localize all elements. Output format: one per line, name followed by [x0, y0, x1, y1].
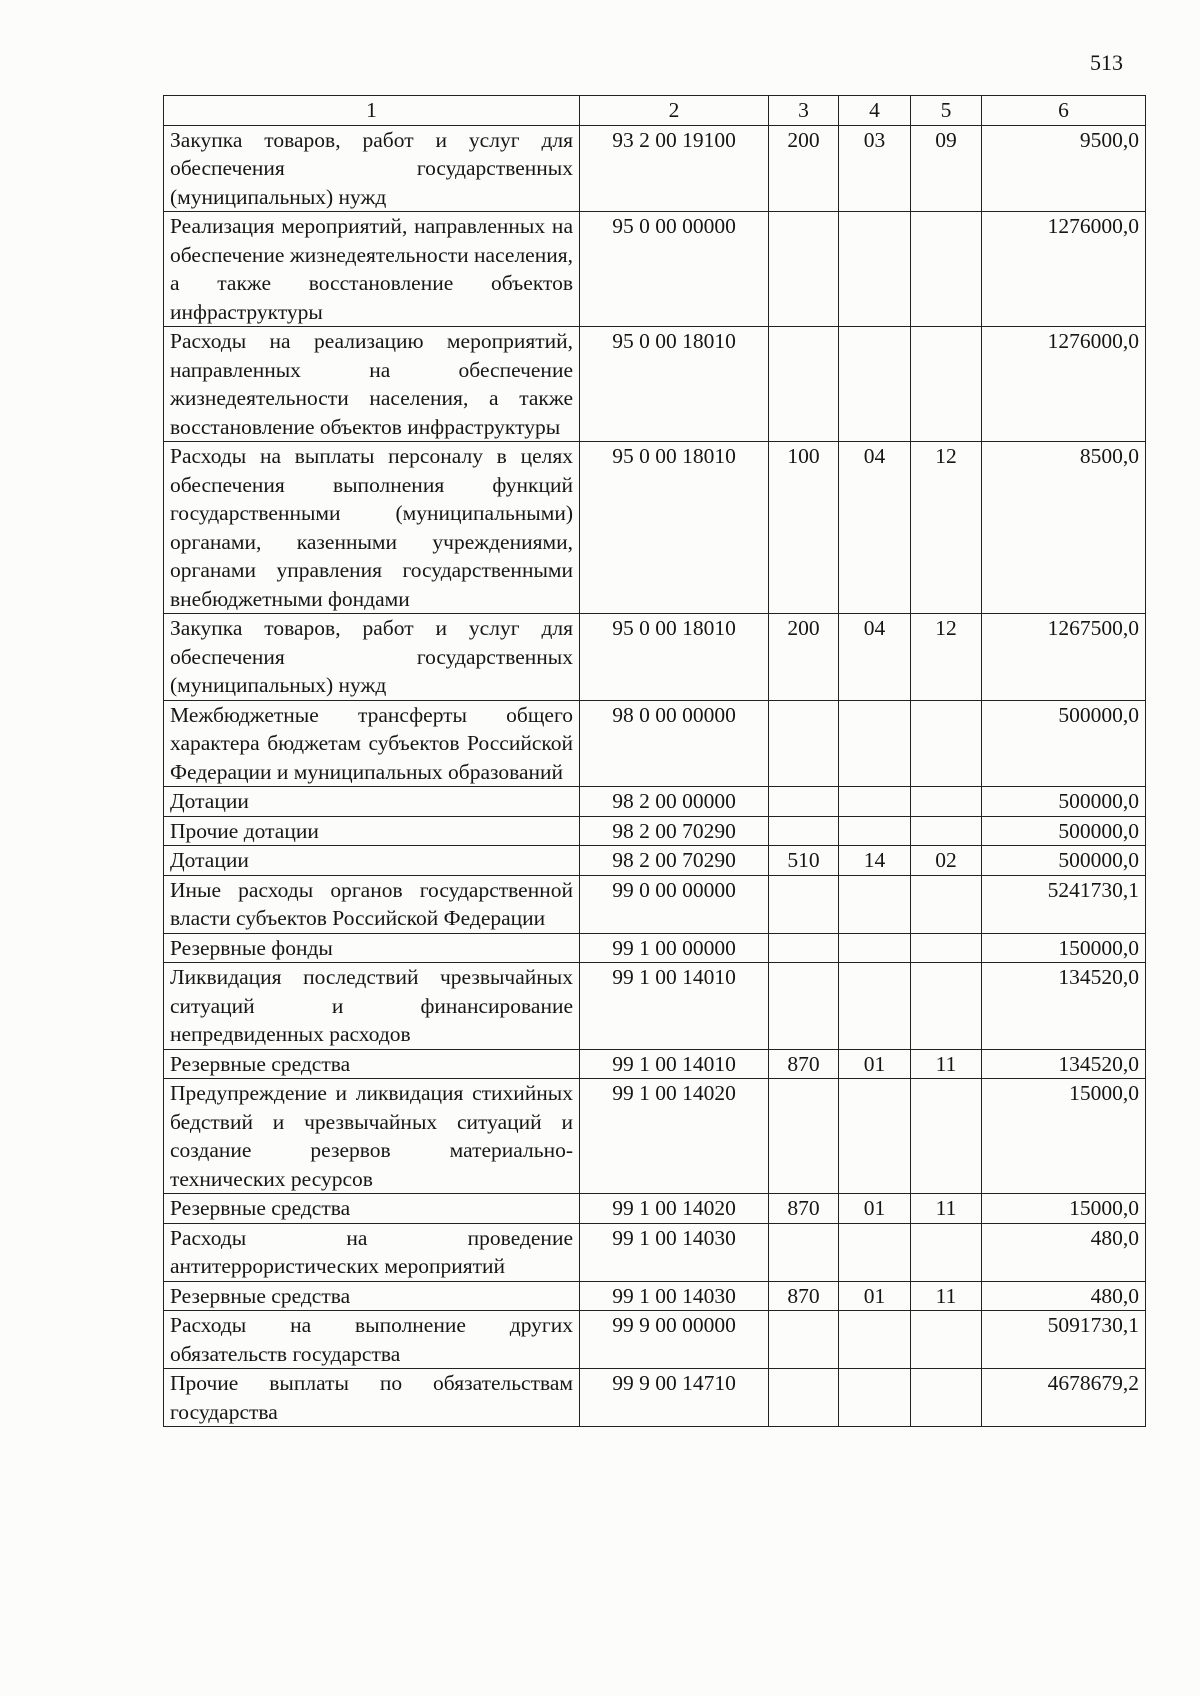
column-header-1: 1 [164, 96, 580, 126]
cell-subsection: 12 [911, 614, 982, 701]
cell-amount: 5091730,1 [982, 1311, 1146, 1369]
cell-expense-type [769, 875, 839, 933]
table-row [164, 933, 1146, 963]
cell-expense-type [769, 1311, 839, 1369]
cell-target-code: 99 0 00 00000 [580, 875, 769, 933]
column-header-3: 3 [769, 96, 839, 126]
cell-section [839, 327, 911, 442]
cell-subsection [911, 875, 982, 933]
cell-item-name: Резервные средства [164, 1194, 580, 1224]
cell-subsection [911, 933, 982, 963]
cell-target-code: 98 2 00 70290 [580, 816, 769, 846]
cell-amount: 1267500,0 [982, 614, 1146, 701]
table-row [164, 963, 1146, 1050]
table-row [164, 1281, 1146, 1311]
column-header-2: 2 [580, 96, 769, 126]
cell-subsection [911, 1079, 982, 1194]
cell-subsection [911, 700, 982, 787]
cell-target-code: 98 2 00 00000 [580, 787, 769, 817]
cell-amount: 500000,0 [982, 816, 1146, 846]
cell-expense-type: 510 [769, 846, 839, 876]
table-row [164, 614, 1146, 701]
table-row [164, 327, 1146, 442]
cell-target-code: 99 1 00 14030 [580, 1281, 769, 1311]
cell-item-name: Межбюджетные трансферты общего характера бюджетам субъектов Российской Федерации и муниципальных образований [164, 700, 580, 787]
cell-target-code: 99 1 00 14020 [580, 1079, 769, 1194]
cell-expense-type [769, 1369, 839, 1427]
cell-subsection: 09 [911, 125, 982, 212]
cell-expense-type [769, 816, 839, 846]
cell-item-name: Иные расходы органов государственной власти субъектов Российской Федерации [164, 875, 580, 933]
cell-expense-type: 870 [769, 1194, 839, 1224]
cell-target-code: 99 9 00 14710 [580, 1369, 769, 1427]
cell-subsection [911, 327, 982, 442]
cell-section [839, 212, 911, 327]
cell-target-code: 99 1 00 14010 [580, 1049, 769, 1079]
cell-amount: 500000,0 [982, 846, 1146, 876]
cell-section: 04 [839, 442, 911, 614]
column-header-5: 5 [911, 96, 982, 126]
table-row [164, 212, 1146, 327]
cell-expense-type [769, 787, 839, 817]
cell-amount: 1276000,0 [982, 327, 1146, 442]
table-row [164, 125, 1146, 212]
cell-section [839, 787, 911, 817]
cell-subsection [911, 816, 982, 846]
table-header [164, 96, 1146, 126]
cell-target-code: 99 1 00 14030 [580, 1223, 769, 1281]
cell-item-name: Расходы на выполнение других обязательств государства [164, 1311, 580, 1369]
page-number: 513 [1090, 50, 1123, 75]
column-header-6: 6 [982, 96, 1146, 126]
cell-section [839, 700, 911, 787]
cell-subsection [911, 787, 982, 817]
cell-section: 01 [839, 1049, 911, 1079]
cell-section [839, 1369, 911, 1427]
cell-amount: 480,0 [982, 1223, 1146, 1281]
table-row [164, 1223, 1146, 1281]
cell-subsection [911, 1311, 982, 1369]
cell-item-name: Закупка товаров, работ и услуг для обеспечения государственных (муниципальных) нужд [164, 125, 580, 212]
table-row [164, 442, 1146, 614]
cell-target-code: 98 0 00 00000 [580, 700, 769, 787]
cell-section: 14 [839, 846, 911, 876]
cell-expense-type: 100 [769, 442, 839, 614]
cell-target-code: 99 1 00 14020 [580, 1194, 769, 1224]
cell-item-name: Прочие выплаты по обязательствам государства [164, 1369, 580, 1427]
cell-subsection [911, 1223, 982, 1281]
cell-item-name: Закупка товаров, работ и услуг для обеспечения государственных (муниципальных) нужд [164, 614, 580, 701]
cell-section [839, 963, 911, 1050]
budget-table [163, 95, 1146, 1427]
cell-amount: 134520,0 [982, 963, 1146, 1050]
cell-expense-type: 870 [769, 1281, 839, 1311]
cell-section: 01 [839, 1194, 911, 1224]
cell-amount: 134520,0 [982, 1049, 1146, 1079]
cell-subsection [911, 212, 982, 327]
table-body [164, 125, 1146, 1427]
cell-expense-type [769, 933, 839, 963]
cell-amount: 1276000,0 [982, 212, 1146, 327]
table-row [164, 700, 1146, 787]
cell-item-name: Дотации [164, 846, 580, 876]
table-row [164, 875, 1146, 933]
cell-target-code: 95 0 00 18010 [580, 614, 769, 701]
cell-target-code: 93 2 00 19100 [580, 125, 769, 212]
cell-item-name: Резервные средства [164, 1281, 580, 1311]
cell-amount: 4678679,2 [982, 1369, 1146, 1427]
cell-section [839, 1223, 911, 1281]
cell-amount: 15000,0 [982, 1079, 1146, 1194]
cell-amount: 150000,0 [982, 933, 1146, 963]
cell-subsection [911, 963, 982, 1050]
cell-amount: 5241730,1 [982, 875, 1146, 933]
cell-item-name: Расходы на реализацию мероприятий, направленных на обеспечение жизнедеятельности населения, а также восстановление объектов инфраструктуры [164, 327, 580, 442]
cell-section [839, 816, 911, 846]
cell-item-name: Ликвидация последствий чрезвычайных ситуаций и финансирование непредвиденных расходов [164, 963, 580, 1050]
cell-expense-type: 200 [769, 125, 839, 212]
cell-expense-type [769, 1079, 839, 1194]
cell-amount: 15000,0 [982, 1194, 1146, 1224]
table-row [164, 846, 1146, 876]
cell-target-code: 95 0 00 00000 [580, 212, 769, 327]
cell-section [839, 1311, 911, 1369]
column-header-4: 4 [839, 96, 911, 126]
table-row [164, 816, 1146, 846]
cell-section [839, 933, 911, 963]
cell-target-code: 99 1 00 00000 [580, 933, 769, 963]
cell-target-code: 95 0 00 18010 [580, 327, 769, 442]
table-row [164, 1194, 1146, 1224]
cell-section [839, 1079, 911, 1194]
table-row [164, 1369, 1146, 1427]
table-row [164, 1049, 1146, 1079]
cell-section: 03 [839, 125, 911, 212]
cell-section [839, 875, 911, 933]
cell-subsection: 02 [911, 846, 982, 876]
table-row [164, 1079, 1146, 1194]
cell-expense-type [769, 327, 839, 442]
cell-item-name: Реализация мероприятий, направленных на обеспечение жизнедеятельности населения, а также восстановление объектов инфраструктуры [164, 212, 580, 327]
cell-target-code: 99 1 00 14010 [580, 963, 769, 1050]
cell-item-name: Расходы на выплаты персоналу в целях обеспечения выполнения функций государственными (муниципальными) органами, казенными учреждениями, органами управления государственными внебюджетными фондами [164, 442, 580, 614]
cell-amount: 9500,0 [982, 125, 1146, 212]
table-row [164, 787, 1146, 817]
cell-subsection: 12 [911, 442, 982, 614]
cell-amount: 500000,0 [982, 787, 1146, 817]
cell-item-name: Резервные фонды [164, 933, 580, 963]
cell-item-name: Прочие дотации [164, 816, 580, 846]
cell-section: 01 [839, 1281, 911, 1311]
cell-target-code: 98 2 00 70290 [580, 846, 769, 876]
cell-expense-type [769, 212, 839, 327]
cell-item-name: Предупреждение и ликвидация стихийных бедствий и чрезвычайных ситуаций и создание резервов материально-технических ресурсов [164, 1079, 580, 1194]
cell-amount: 480,0 [982, 1281, 1146, 1311]
cell-target-code: 99 9 00 00000 [580, 1311, 769, 1369]
cell-expense-type: 200 [769, 614, 839, 701]
cell-expense-type [769, 963, 839, 1050]
cell-item-name: Расходы на проведение антитеррористических мероприятий [164, 1223, 580, 1281]
cell-expense-type [769, 700, 839, 787]
cell-item-name: Дотации [164, 787, 580, 817]
cell-amount: 8500,0 [982, 442, 1146, 614]
cell-subsection: 11 [911, 1281, 982, 1311]
cell-subsection: 11 [911, 1049, 982, 1079]
cell-subsection: 11 [911, 1194, 982, 1224]
cell-subsection [911, 1369, 982, 1427]
cell-target-code: 95 0 00 18010 [580, 442, 769, 614]
header-row [164, 96, 1146, 126]
cell-expense-type: 870 [769, 1049, 839, 1079]
cell-item-name: Резервные средства [164, 1049, 580, 1079]
cell-expense-type [769, 1223, 839, 1281]
table-row [164, 1311, 1146, 1369]
cell-section: 04 [839, 614, 911, 701]
cell-amount: 500000,0 [982, 700, 1146, 787]
